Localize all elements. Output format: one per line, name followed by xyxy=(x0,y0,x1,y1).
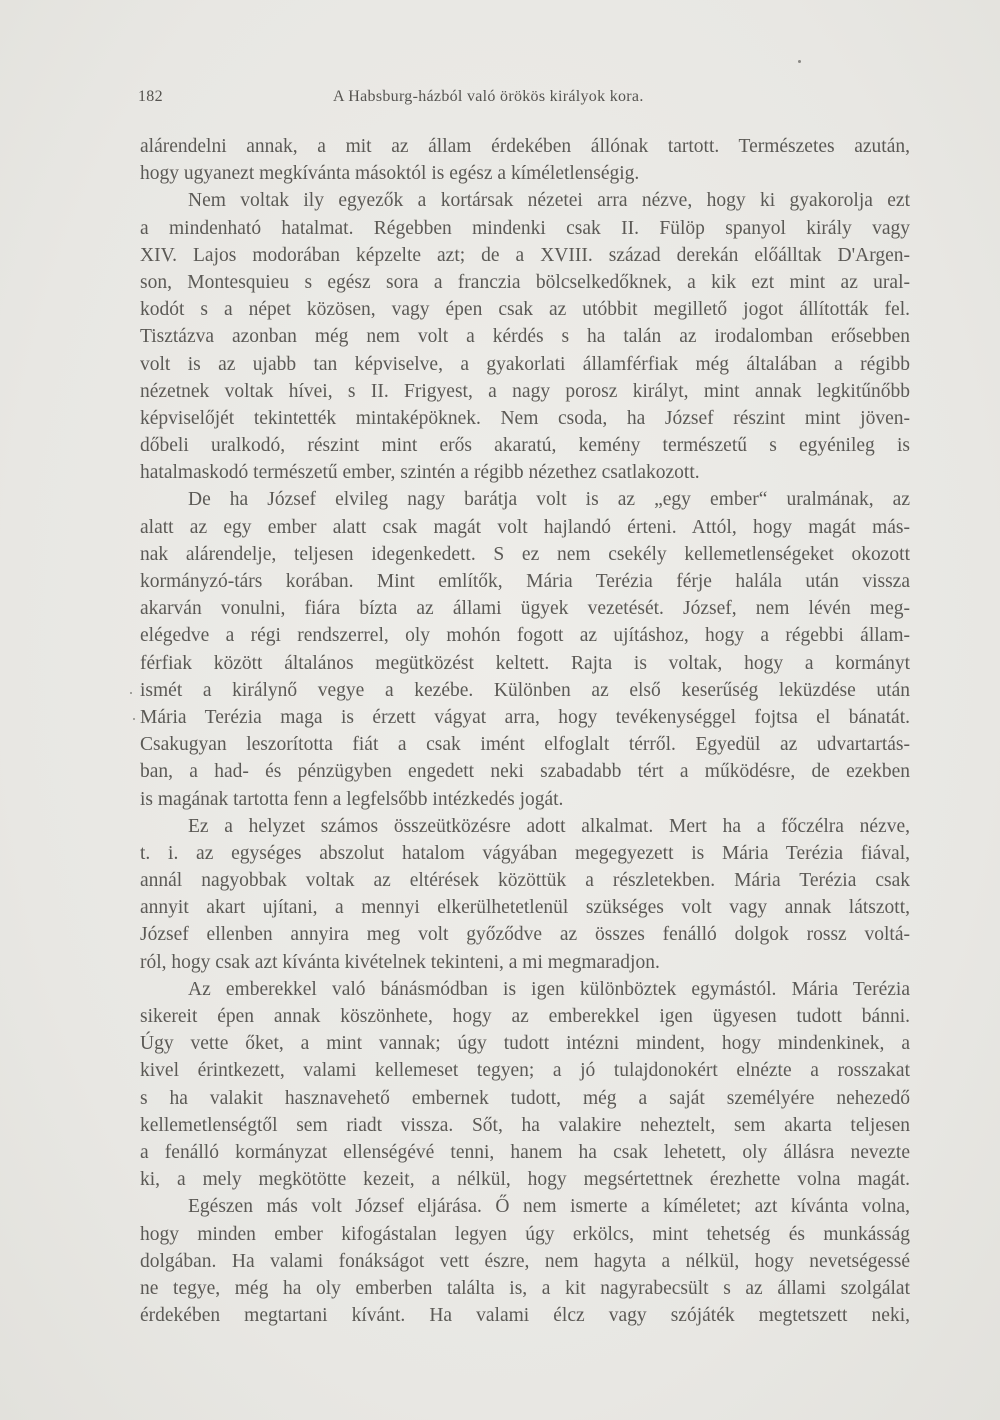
text-line: kodót s a népet közösen, vagy épen csak az utóbbit megillető jogot állították fel. xyxy=(140,299,910,321)
text-line: t. i. az egységes abszolut hatalom vágyában megegyezett is Mária Terézia fiával, xyxy=(140,842,910,864)
text-line: alárendelni annak, a mit az állam érdekében állónak tartott. Természetes azután, xyxy=(140,136,910,157)
text-line: József ellenben annyira meg volt győződve az összes fenálló dolgok rossz voltá- xyxy=(140,924,910,946)
text-line: Mária Terézia maga is érzett vágyat arra, hogy tevékenységgel fojtsa el bánatát. xyxy=(140,706,910,728)
running-head: A Habsburg-házból való örökös királyok kora. xyxy=(333,88,644,105)
text-line: férfiak között általános megütközést keltett. Rajta is voltak, hogy a kormányt xyxy=(140,652,910,674)
text-line: sikereit épen annak köszönhete, hogy az emberekkel igen ügyesen tudott bánni. xyxy=(140,1006,910,1027)
page-number: 182 xyxy=(138,88,163,105)
text-line: volt is az ujabb tan képviselve, a gyakorlati államférfiak még általában a régibb xyxy=(140,353,910,375)
text-line: Tisztázva azonban még nem volt a kérdés s ha talán az irodalomban erősebben xyxy=(140,326,910,348)
text-line: annyit akart ujítani, a mennyi elkerülhetetlenül szükséges volt vagy annak látszott, xyxy=(140,897,910,919)
text-line: is magának tartotta fenn a legfelsőbb intézkedés jogát. xyxy=(140,788,564,810)
text-line: nézetnek voltak hívei, s II. Frigyest, a nagy porosz királyt, mint annak legkitűnőbb xyxy=(140,380,910,402)
text-line: elégedve a régi rendszerrel, oly mohón fogott az ujításhoz, hogy a régebbi állam- xyxy=(140,625,910,647)
text-line: Úgy vette őket, a mint vannak; úgy tudott intézni mindent, hogy mindenkinek, a xyxy=(140,1033,910,1055)
text-line: annál nagyobbak voltak az eltérések közöttük a részletekben. Mária Terézia csak xyxy=(140,870,910,892)
body-text xyxy=(140,133,910,1329)
text-line: akarván vonulni, fiára bízta az állami ügyek vezetését. József, nem lévén meg- xyxy=(140,598,910,620)
text-line: ról, hogy csak azt kívánta kivételnek tekinteni, a mi megmaradjon. xyxy=(140,951,660,973)
text-line: a fenálló kormányzat ellenségévé tenni, hanem ha csak lehetett, oly állásra nevezte xyxy=(140,1141,910,1163)
text-line: ki, a mely megkötötte kezeit, a nélkül, hogy megsértettnek érezhette volna magát. xyxy=(140,1169,910,1191)
text-line: Ez a helyzet számos összeütközésre adott alkalmat. Mert ha a főczélra nézve, xyxy=(188,815,910,837)
text-line: Csakugyan leszorította fiát a csak imént elfoglalt térről. Egyedül az udvartartás- xyxy=(140,734,910,756)
text-line: De ha József elvileg nagy barátja volt is az „egy ember“ uralmának, az xyxy=(188,489,910,511)
text-line: kellemetlenségtől sem riadt vissza. Sőt, ha valakire neheztelt, sem akarta teljesen xyxy=(140,1114,910,1136)
text-line: Egészen más volt József eljárása. Ő nem ismerte a kíméletet; azt kívánta volna, xyxy=(188,1196,910,1218)
text-line: s ha valakit hasznavehető embernek tudott, még a saját személyére nehezedő xyxy=(140,1087,910,1109)
text-line: Az emberekkel való bánásmódban is igen különböztek egymástól. Mária Terézia xyxy=(188,978,910,1000)
text-line: képviselőjét tekintették mintaképöknek. Nem csoda, ha József részint mint jöven- xyxy=(140,407,910,429)
paper-speck xyxy=(798,60,801,63)
text-line: kormányzó-társ korában. Mint említők, Mária Terézia férje halála után vissza xyxy=(140,571,910,592)
text-line: ban, a had- és pénzügyben engedett neki szabadabb tért a működésre, de ezekben xyxy=(140,761,910,783)
text-line: dolgában. Ha valami fonákságot vett észre, nem hagyta a nélkül, hogy nevetségessé xyxy=(140,1250,910,1272)
text-line: hatalmaskodó természetű ember, szintén a régibb nézethez csatlakozott. xyxy=(140,462,700,484)
text-line: hogy ugyanezt megkívánta másoktól is egész a kíméletlenségig. xyxy=(140,163,640,185)
paper-speck xyxy=(130,692,132,694)
text-line: alatt az egy ember alatt csak magát volt hajlandó érteni. Attól, hogy magát más- xyxy=(140,516,910,538)
text-line: nak alárendelje, teljesen idegenkedett. S ez nem csekély kellemetlenségeket okozott xyxy=(140,543,910,565)
text-line: Nem voltak ily egyezők a kortársak nézetei arra nézve, hogy ki gyakorolja ezt xyxy=(188,190,910,212)
paper-speck xyxy=(133,718,135,720)
text-line: kivel érintkezett, valami kellemeset tegyen; a jó tulajdonokért elnézte a rosszakat xyxy=(140,1060,910,1082)
text-line: hogy minden ember kifogástalan legyen úgy erkölcs, mint tehetség és munkásság xyxy=(140,1223,910,1245)
text-line: XIV. Lajos modorában képzelte azt; de a XVIII. század derekán előálltak D'Argen- xyxy=(140,244,910,266)
page-header xyxy=(138,88,910,112)
text-line: ismét a királynő vegye a kezébe. Különben az első keserűség leküzdése után xyxy=(140,679,910,701)
text-line: ne tegye, még ha oly emberben találta is, a kit nagyrabecsült s az állami szolgálat xyxy=(140,1277,910,1299)
text-line: érdekében megtartani kívánt. Ha valami élcz vagy szójáték megtetszett neki, xyxy=(140,1305,910,1327)
text-line: son, Montesquieu s egész sora a franczia bölcselkedőknek, a kik ezt mint az ural- xyxy=(140,271,910,293)
text-line: a mindenható hatalmat. Régebben mindenki csak II. Fülöp spanyol király vagy xyxy=(140,217,910,239)
text-line: dőbeli uralkodó, részint mint erős akaratú, kemény természetű s egyénileg is xyxy=(140,435,910,457)
